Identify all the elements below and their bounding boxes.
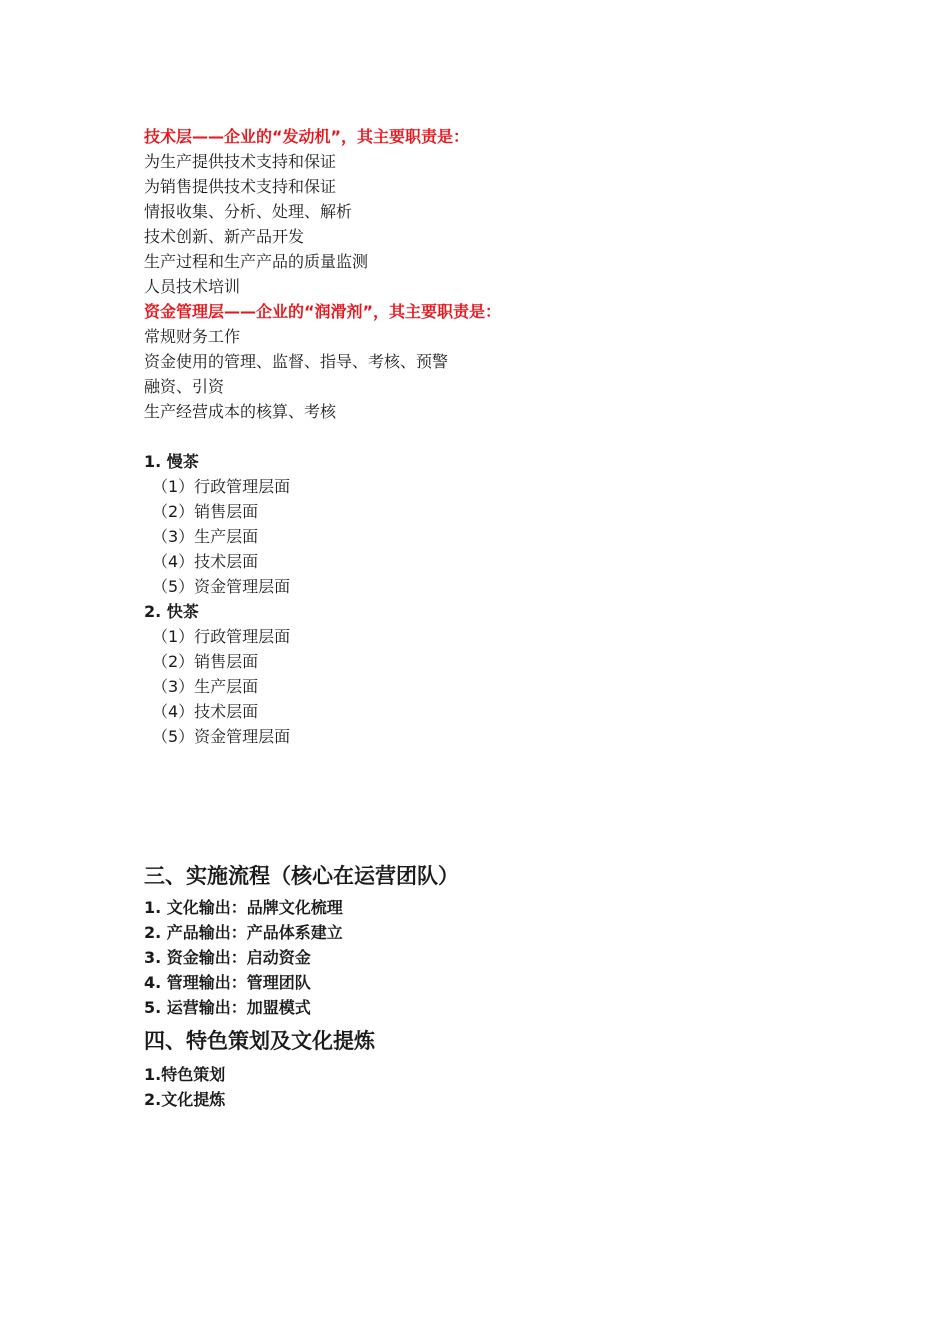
list-item: 为生产提供技术支持和保证 — [144, 152, 337, 171]
document-page — [144, 124, 844, 1112]
list-item: （2）销售层面 — [152, 502, 259, 521]
list-item: （3）生产层面 — [152, 527, 259, 546]
fast-tea-title: 2. 快茶 — [144, 602, 199, 621]
finance-section-heading: 资金管理层——企业的“润滑剂”，其主要职责是： — [144, 302, 502, 321]
slow-tea-title: 1. 慢茶 — [144, 452, 199, 471]
section-4-title: 四、特色策划及文化提炼 — [144, 1029, 375, 1053]
list-item: 2.文化提炼 — [144, 1090, 226, 1109]
list-item: 情报收集、分析、处理、解析 — [144, 202, 353, 221]
list-item: （4）技术层面 — [152, 702, 259, 721]
list-item: （2）销售层面 — [152, 652, 259, 671]
list-item: 5. 运营输出：加盟模式 — [144, 998, 311, 1017]
list-item: （1）行政管理层面 — [152, 627, 291, 646]
list-item: 为销售提供技术支持和保证 — [144, 177, 337, 196]
list-item: 1.特色策划 — [144, 1065, 226, 1084]
list-item: 4. 管理输出：管理团队 — [144, 973, 311, 992]
list-item: 资金使用的管理、监督、指导、考核、预警 — [144, 352, 449, 371]
list-item: （5）资金管理层面 — [152, 727, 291, 746]
list-item: 常规财务工作 — [144, 327, 241, 346]
list-item: 人员技术培训 — [144, 277, 241, 296]
tech-section-heading: 技术层——企业的“发动机”，其主要职责是： — [144, 127, 470, 146]
list-item: （5）资金管理层面 — [152, 577, 291, 596]
list-item: 生产过程和生产产品的质量监测 — [144, 252, 369, 271]
list-item: （1）行政管理层面 — [152, 477, 291, 496]
list-item: （4）技术层面 — [152, 552, 259, 571]
section-3-title: 三、实施流程（核心在运营团队） — [144, 864, 459, 888]
list-item: 生产经营成本的核算、考核 — [144, 402, 337, 421]
list-item: （3）生产层面 — [152, 677, 259, 696]
list-item: 技术创新、新产品开发 — [144, 227, 305, 246]
list-item: 2. 产品输出：产品体系建立 — [144, 923, 343, 942]
list-item: 1. 文化输出：品牌文化梳理 — [144, 898, 343, 917]
list-item: 3. 资金输出：启动资金 — [144, 948, 311, 967]
list-item: 融资、引资 — [144, 377, 225, 396]
